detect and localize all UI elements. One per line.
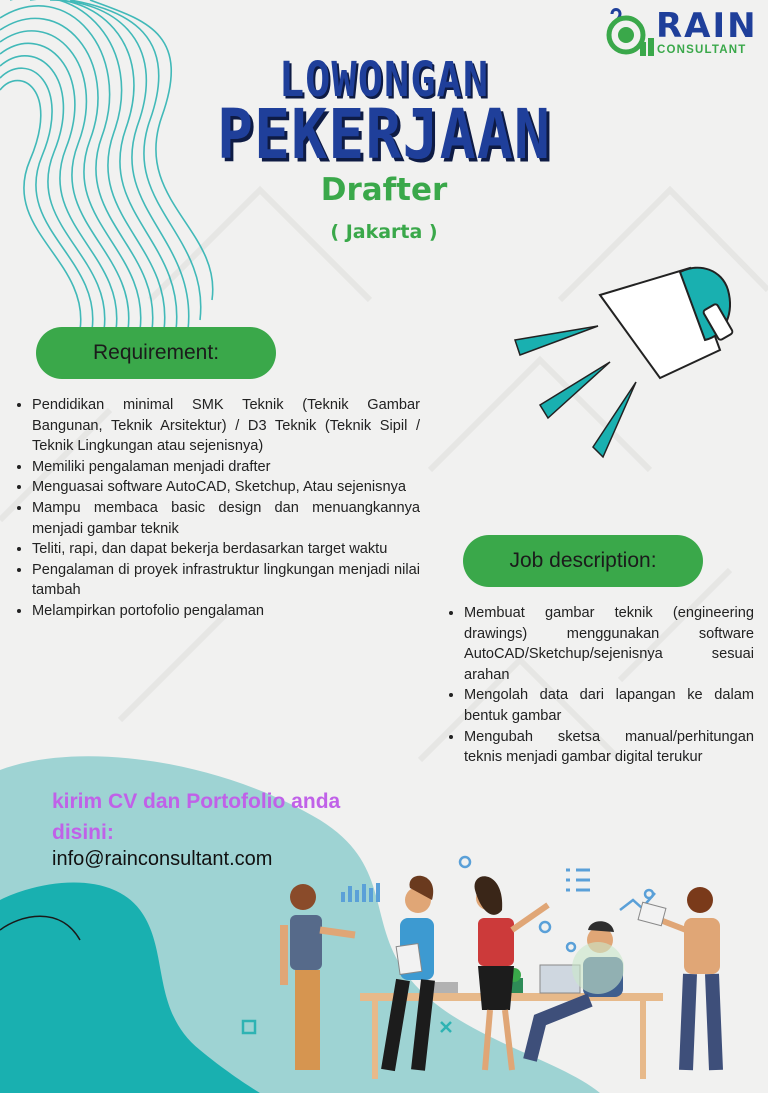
requirement-item: • Teliti, rapi, dan dapat bekerja berdasarkan target waktu <box>32 539 420 560</box>
logo-name: RAIN <box>656 6 758 46</box>
contact-email[interactable]: info@rainconsultant.com <box>52 848 273 870</box>
job-description-heading: Job description: <box>463 535 703 587</box>
megaphone-icon <box>515 268 733 457</box>
job-location: ( Jakarta ) <box>330 221 438 243</box>
requirement-item: • Menguasai software AutoCAD, Sketchup, Atau sejenisnya <box>32 477 420 498</box>
logo-subtitle: CONSULTANT <box>657 44 747 56</box>
requirement-item: • Pengalaman di proyek infrastruktur lingkungan menjadi nilai tambah <box>32 560 420 601</box>
contact-cta: kirim CV dan Portofolio anda disini: <box>52 790 341 844</box>
job-description-item: • Membuat gambar teknik (engineering drawings) menggunakan software AutoCAD/Sketchup/sejenisnya sesuai arahan <box>464 603 754 685</box>
page-title-line2: PEKERJAAN <box>216 94 552 176</box>
requirement-item: • Pendidikan minimal SMK Teknik (Teknik Gambar Bangunan, Teknik Arsitektur) / D3 Teknik (Teknik Sipil / Teknik Lingkungan atau sejenisnya) <box>32 395 420 457</box>
requirement-item: • Melampirkan portofolio pengalaman <box>32 601 420 622</box>
requirement-item: • Mampu membaca basic design dan menuangkannya menjadi gambar teknik <box>32 498 420 539</box>
requirement-list <box>12 395 420 622</box>
page-title-line1: LOWONGAN <box>278 51 490 108</box>
requirement-item: • Memiliki pengalaman menjadi drafter <box>32 457 420 478</box>
job-description-item: • Mengolah data dari lapangan ke dalam bentuk gambar <box>464 685 754 726</box>
job-description-list <box>444 603 754 768</box>
job-position: Drafter <box>320 172 448 208</box>
job-description-item: • Mengubah sketsa manual/perhitungan teknis menjadi gambar digital terukur <box>464 727 754 768</box>
requirement-heading: Requirement: <box>36 327 276 379</box>
rain-consultant-logo-icon <box>609 10 654 57</box>
